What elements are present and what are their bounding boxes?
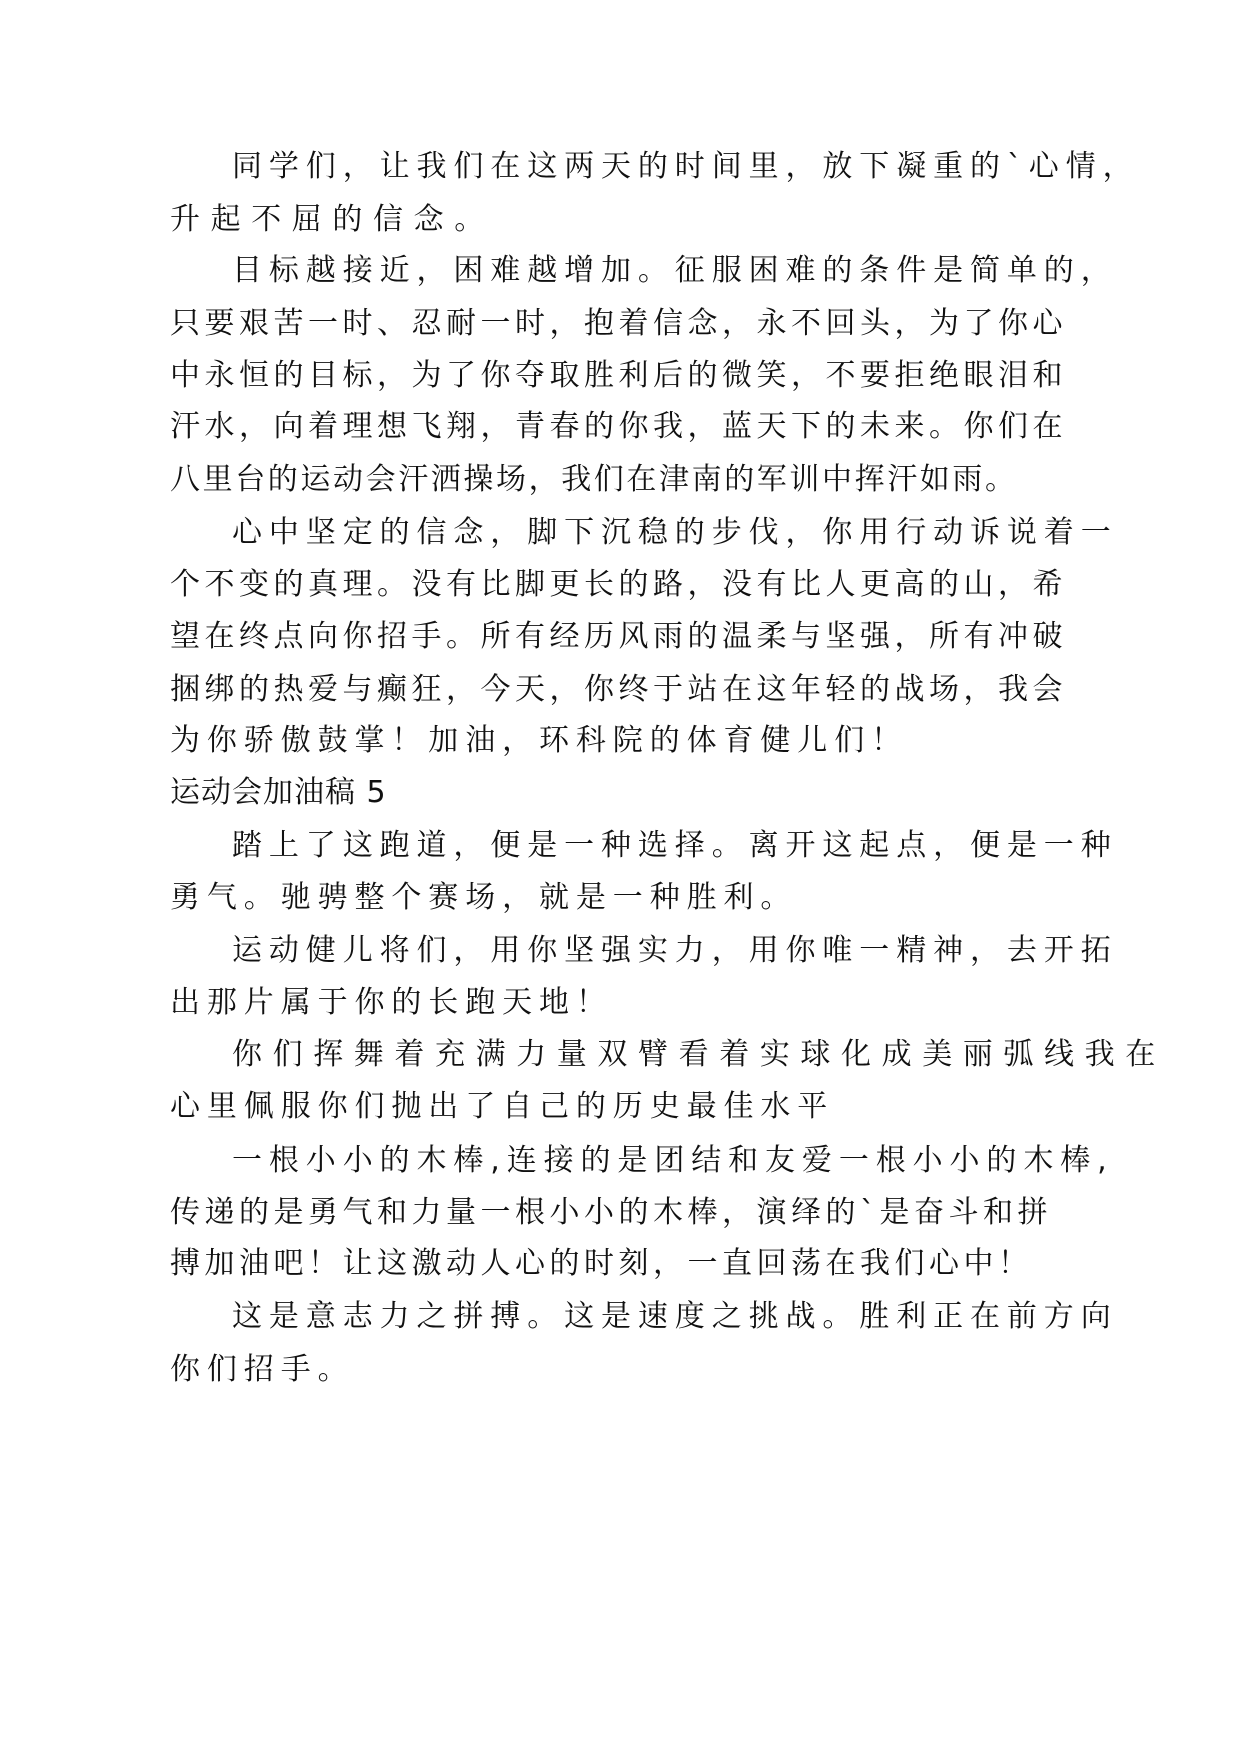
- text-line: 为你骄傲鼓掌！加油，环科院的体育健儿们！: [170, 723, 908, 758]
- text-line: 汗水，向着理想飞翔，青春的你我，蓝天下的未来。你们在: [170, 409, 1067, 444]
- text-line: 勇气。驰骋整个赛场，就是一种胜利。: [170, 880, 798, 915]
- text-line: 心中坚定的信念，脚下沉稳的步伐，你用行动诉说着一: [232, 515, 1118, 550]
- text-line: 升起不屈的信念。: [170, 202, 495, 237]
- text-line: 你们招手。: [170, 1352, 355, 1387]
- text-line: 目标越接近，困难越增加。征服困难的条件是简单的，: [232, 253, 1118, 288]
- text-line: 个不变的真理。没有比脚更长的路，没有比人更高的山，希: [170, 567, 1067, 602]
- text-line: 你们挥舞着充满力量双臂看着实球化成美丽弧线我在: [232, 1037, 1166, 1072]
- text-line: 中永恒的目标，为了你夺取胜利后的微笑，不要拒绝眼泪和: [170, 358, 1067, 393]
- text-line: 一根小小的木棒,连接的是团结和友爱一根小小的木棒,: [232, 1143, 1114, 1178]
- text-line: 捆绑的热爱与癫狂，今天，你终于站在这年轻的战场，我会: [170, 672, 1067, 707]
- text-line: 八里台的运动会汗洒操场，我们在津南的军训中挥汗如雨。: [170, 462, 1018, 497]
- text-line: 心里佩服你们抛出了自己的历史最佳水平: [170, 1089, 835, 1124]
- text-line: 踏上了这跑道，便是一种选择。离开这起点，便是一种: [232, 828, 1118, 863]
- text-line: 望在终点向你招手。所有经历风雨的温柔与坚强，所有冲破: [170, 619, 1067, 654]
- text-line: 搏加油吧！让这激动人心的时刻，一直回荡在我们心中！: [170, 1246, 1033, 1281]
- text-line: 出那片属于你的长跑天地！: [170, 985, 613, 1020]
- text-line: 同学们，让我们在这两天的时间里，放下凝重的`心情，: [232, 149, 1140, 184]
- text-line: 只要艰苦一时、忍耐一时，抱着信念，永不回头，为了你心: [170, 306, 1067, 341]
- text-line: 传递的是勇气和力量一根小小的木棒，演绎的`是奋斗和拼: [170, 1195, 1052, 1230]
- text-line: 运动健儿将们，用你坚强实力，用你唯一精神，去开拓: [232, 933, 1118, 968]
- section-heading: 运动会加油稿 5: [170, 775, 387, 810]
- text-line: 这是意志力之拼搏。这是速度之挑战。胜利正在前方向: [232, 1299, 1118, 1334]
